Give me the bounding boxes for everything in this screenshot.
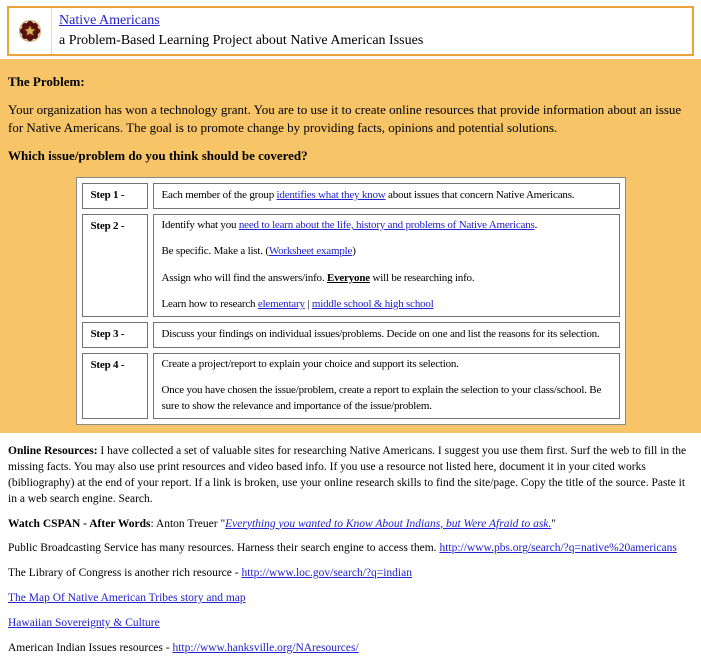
online-resources-text: I have collected a set of valuable sites for researching Native Americans. I suggest you use them first. Surf the web to fill in the missing facts. You may also use print resources and video based info. If you use a resource not listed here, document it in your cited works (bibliography) at the end of your report. If a link is broken, use your online research skills to find the site/page. Copy the title of the source. Paste it in a web search engine. Search. <box>8 445 687 505</box>
american-indian-issues-line <box>8 641 693 657</box>
worksheet-example-link[interactable]: Worksheet example <box>268 245 353 258</box>
pbs-line <box>8 541 693 557</box>
everyone-emphasis: Everyone <box>326 271 370 284</box>
header-text <box>52 8 433 54</box>
step-2-p2-pre: Be specific. Make a list. ( <box>161 245 269 258</box>
site-title-link[interactable]: Native Americans <box>59 13 160 28</box>
step-4-paragraph-1: Create a project/report to explain your choice and support its selection. <box>161 357 459 370</box>
hanksville-resources-link[interactable]: http://www.hanksville.org/NAresources/ <box>172 641 359 654</box>
cspan-mid-text: : Anton Treuer " <box>150 517 226 530</box>
step-2-content <box>153 214 620 318</box>
beaded-medallion-star-icon <box>18 19 42 43</box>
step-2-p3-pre: Assign who will find the answers/info. <box>161 271 327 284</box>
loc-line <box>8 566 693 582</box>
pbs-text: Public Broadcasting Service has many resources. Harness their search engine to access them. <box>8 542 440 555</box>
step-2-p3-post: will be researching info. <box>369 271 475 284</box>
site-subtitle: a Problem-Based Learning Project about Native American Issues <box>59 33 424 49</box>
american-indian-issues-text: American Indian Issues resources - <box>8 641 173 654</box>
step-4-label: Step 4 - <box>82 353 148 419</box>
problem-heading: The Problem: <box>8 73 85 89</box>
pbs-search-link[interactable]: http://www.pbs.org/search/?q=native%20americans <box>439 542 677 555</box>
step-2-paragraph-3 <box>162 271 611 286</box>
step-2-p2-post: ) <box>352 245 356 258</box>
step-3-label: Step 3 - <box>82 322 148 348</box>
tribes-map-link[interactable]: The Map Of Native American Tribes story and map <box>8 592 246 605</box>
need-to-learn-link[interactable]: need to learn about the life, history and problems of Native Americans <box>238 218 535 231</box>
online-resources-intro <box>8 444 693 507</box>
hawaiian-sovereignty-link[interactable]: Hawaiian Sovereignty & Culture <box>8 616 160 629</box>
step-3-content: Discuss your findings on individual issues/problems. Decide on one and list the reasons for its selection. <box>153 322 620 348</box>
header-wrap <box>0 0 701 59</box>
hawaiian-line <box>8 616 693 632</box>
tribes-map-line <box>8 591 693 607</box>
step-4-row <box>82 353 620 419</box>
library-of-congress-link[interactable]: http://www.loc.gov/search/?q=indian <box>241 567 412 580</box>
cspan-line <box>8 517 693 533</box>
online-resources-heading: Online Resources: <box>8 445 98 458</box>
problem-question: Which issue/problem do you think should be covered? <box>8 148 308 164</box>
problem-section <box>0 59 701 433</box>
site-logo <box>9 8 52 54</box>
step-1-label: Step 1 - <box>82 183 148 209</box>
cspan-after-words-link[interactable]: Everything you wanted to Know About Indians, but Were Afraid to ask. <box>225 517 552 530</box>
step-2-p1-post: . <box>534 218 538 231</box>
step-2-paragraph-2 <box>162 244 611 259</box>
step-2-row <box>82 214 620 318</box>
step-1-content <box>153 183 620 209</box>
step-4-content <box>153 353 620 419</box>
step-1-text-post: about issues that concern Native Americans. <box>385 189 575 202</box>
step-2-p4-separator: | <box>304 298 312 311</box>
step-1-row <box>82 183 620 209</box>
step-4-paragraph-2: Once you have chosen the issue/problem, create a report to explain the selection to your class/school. Be sure to show the relevance and importance of the issue/problem. <box>161 384 602 412</box>
step-3-row <box>82 322 620 348</box>
middle-high-school-research-link[interactable]: middle school & high school <box>311 298 434 311</box>
step-2-p4-pre: Learn how to research <box>161 298 258 311</box>
elementary-research-link[interactable]: elementary <box>257 298 305 311</box>
step-2-label: Step 2 - <box>82 214 148 318</box>
steps-table <box>76 177 626 425</box>
problem-body: Your organization has won a technology grant. You are to use it to create online resources that provide information about an issue for Native Americans. The goal is to promote change by providing facts, opinions and potential solutions. <box>8 101 682 135</box>
step-2-paragraph-4 <box>162 297 611 312</box>
step-1-text-pre: Each member of the group <box>161 189 277 202</box>
step-2-p1-pre: Identify what you <box>161 218 239 231</box>
identifies-what-they-know-link[interactable]: identifies what they know <box>276 189 386 202</box>
cspan-heading: Watch CSPAN - After Words <box>8 517 151 530</box>
step-2-paragraph-1 <box>162 218 611 233</box>
loc-text: The Library of Congress is another rich resource - <box>8 567 242 580</box>
resources-section <box>0 433 701 672</box>
site-header <box>7 6 694 56</box>
cspan-end-text: " <box>551 517 556 530</box>
